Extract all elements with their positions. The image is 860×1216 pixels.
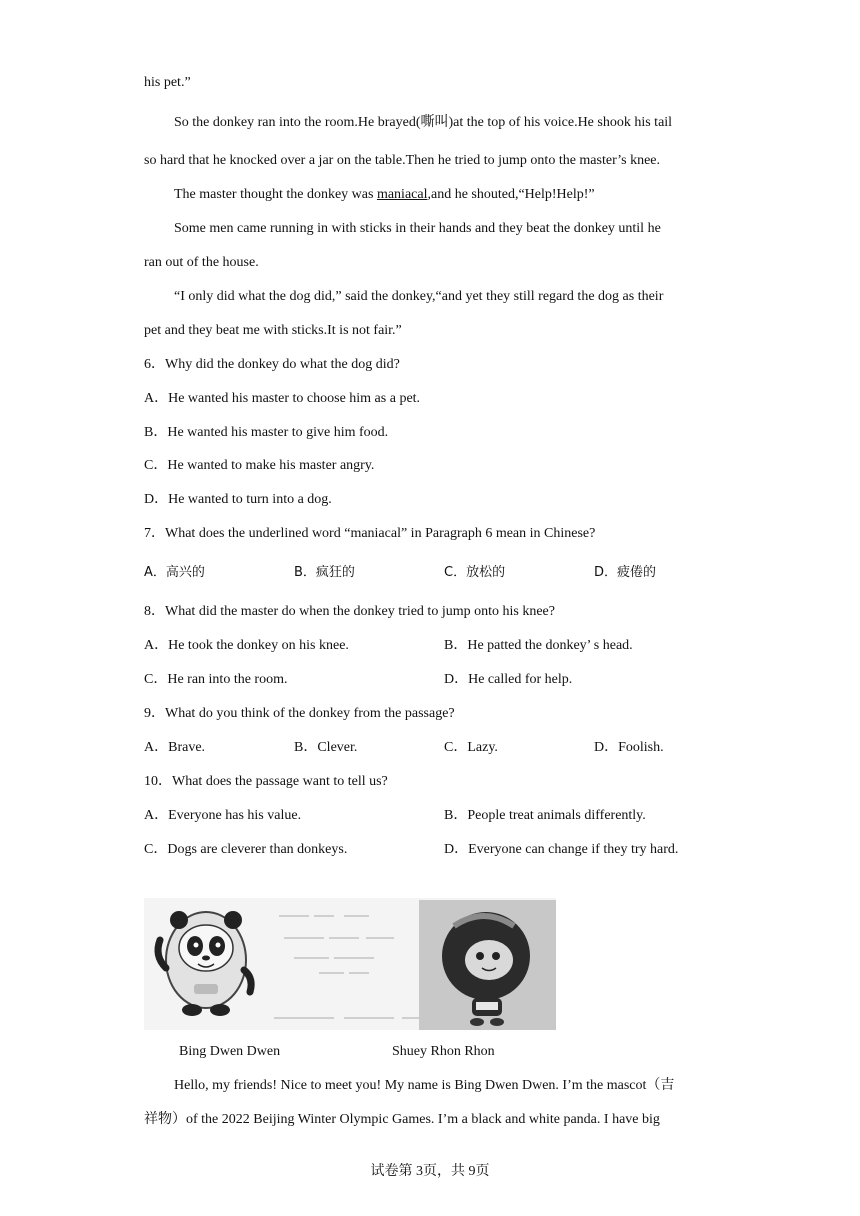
option-text: D．疲倦的 <box>594 565 657 580</box>
option-a: A．Everyone has his value. <box>144 808 302 823</box>
passage-line: ran out of the house. <box>144 255 259 270</box>
image-caption-left: Bing Dwen Dwen <box>179 1044 281 1059</box>
option-d: D．Foolish. <box>594 740 664 755</box>
passage-line <box>174 186 595 204</box>
panda-mascot-icon <box>158 911 251 1016</box>
option-a: A．Brave. <box>144 740 206 755</box>
option-c: C．He wanted to make his master angry. <box>144 458 375 473</box>
option-c: C．Lazy. <box>444 740 498 755</box>
option-c <box>444 564 505 582</box>
passage-line: his pet.” <box>144 75 191 90</box>
mascot-image <box>144 898 556 1030</box>
passage-line: Hello, my friends! Nice to meet you! My name is Bing Dwen Dwen. I’m the mascot（吉 <box>174 1078 675 1093</box>
passage-text: ,and he shouted,“Help!Help!” <box>427 187 595 202</box>
option-a <box>144 564 205 582</box>
passage-line: so hard that he knocked over a jar on the table.Then he tried to jump onto the master’s knee. <box>144 153 661 168</box>
passage-line: “I only did what the dog did,” said the donkey,“and yet they still regard the dog as their <box>174 289 664 304</box>
option-b: B．He patted the donkey’ s head. <box>444 638 633 653</box>
option-c: C．Dogs are cleverer than donkeys. <box>144 842 348 857</box>
option-d <box>594 564 656 582</box>
mascot-illustration <box>144 898 556 1030</box>
option-text: C．放松的 <box>444 565 506 580</box>
page-footer: 试卷第 3页，共 9页 <box>370 1164 490 1179</box>
passage-line: So the donkey ran into the room.He brayed(嘶叫)at the top of his voice.He shook his tail <box>174 115 673 130</box>
option-b: B．He wanted his master to give him food. <box>144 425 389 440</box>
question-stem: 8．What did the master do when the donkey tried to jump onto his knee? <box>144 604 555 619</box>
question-stem: 7．What does the underlined word “maniacal” in Paragraph 6 mean in Chinese? <box>144 526 596 541</box>
option-b: B．Clever. <box>294 740 358 755</box>
underlined-word: maniacal <box>376 187 428 202</box>
option-d: D．Everyone can change if they try hard. <box>444 842 679 857</box>
passage-text: The master thought the donkey was <box>174 187 377 202</box>
option-text: A．高兴的 <box>144 565 205 580</box>
option-d: D．He called for help. <box>444 672 573 687</box>
option-text: B．疯狂的 <box>294 565 355 580</box>
passage-line: 祥物）of the 2022 Beijing Winter Olympic Games. I’m a black and white panda. I have big <box>144 1112 660 1127</box>
option-b: B．People treat animals differently. <box>444 808 646 823</box>
passage-line: pet and they beat me with sticks.It is not fair.” <box>144 323 402 338</box>
option-b <box>294 564 355 582</box>
question-stem: 10．What does the passage want to tell us? <box>144 774 388 789</box>
passage-line: Some men came running in with sticks in their hands and they beat the donkey until he <box>174 221 661 236</box>
lantern-mascot-icon <box>419 900 556 1030</box>
option-c: C．He ran into the room. <box>144 672 288 687</box>
image-caption-right: Shuey Rhon Rhon <box>392 1044 495 1059</box>
option-a: A．He wanted his master to choose him as a pet. <box>144 391 421 406</box>
option-a: A．He took the donkey on his knee. <box>144 638 349 653</box>
question-stem: 6．Why did the donkey do what the dog did? <box>144 357 400 372</box>
option-d: D．He wanted to turn into a dog. <box>144 492 332 507</box>
question-stem: 9．What do you think of the donkey from the passage? <box>144 706 455 721</box>
